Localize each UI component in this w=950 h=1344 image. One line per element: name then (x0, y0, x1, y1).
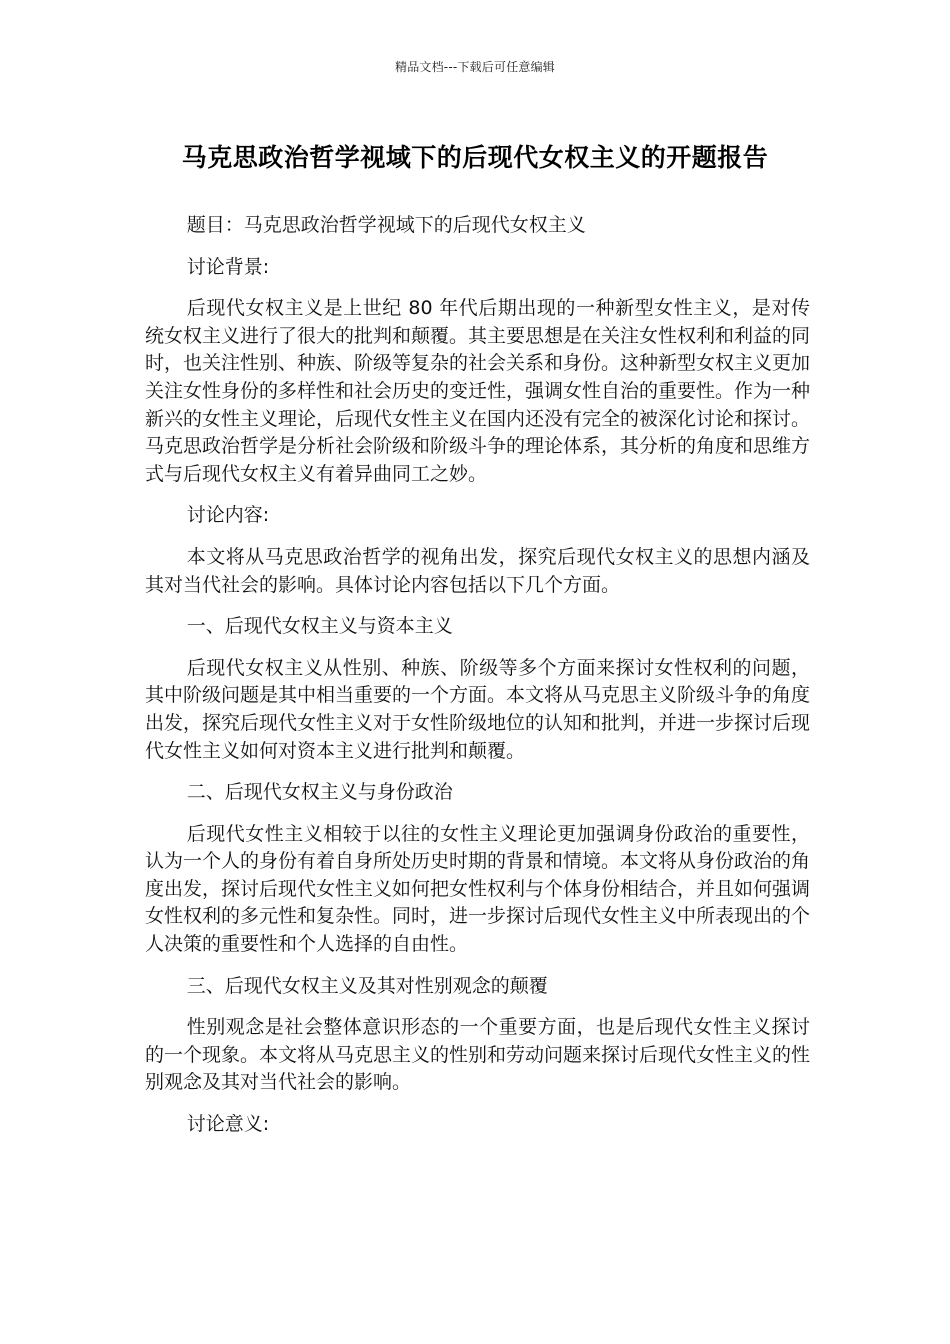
document-title: 马克思政治哲学视域下的后现代女权主义的开题报告 (181, 143, 769, 172)
document-body (145, 212, 810, 1153)
subheading-gender-concepts: 三、后现代女权主义及其对性别观念的颠覆 (186, 974, 548, 997)
paragraph-content-intro: 本文将从马克思政治哲学的视角出发，探究后现代女权主义的思想内涵及其对当代社会的影响。具体讨论内容包括以下几个方面。 (145, 545, 810, 596)
paragraph-identity-politics: 后现代女性主义相较于以往的女性主义理论更加强调身份政治的重要性，认为一个人的身份有着自身所处历史时期的背景和情境。本文将从身份政治的角度出发，探讨后现代女性主义如何把女性权利与个体身份相结合，并且如何强调女性权利的多元性和复杂性。同时，进一步探讨后现代女性主义中所表现出的个人决策的重要性和个人选择的自由性。 (145, 822, 811, 956)
header-note: 精品文档---下载后可任意编辑 (395, 60, 555, 74)
section-heading-content: 讨论内容: (186, 504, 270, 527)
paragraph-gender-concepts: 性别观念是社会整体意识形态的一个重要方面，也是后现代女性主义探讨的一个现象。本文将从马克思主义的性别和劳动问题来探讨后现代女性主义的性别观念及其对当代社会的影响。 (145, 1016, 811, 1094)
paragraph-capitalism: 后现代女权主义从性别、种族、阶级等多个方面来探讨女性权利的问题，其中阶级问题是其中相当重要的一个方面。本文将从马克思主义阶级斗争的角度出发，探究后现代女性主义对于女性阶级地位的认知和批判，并进一步探讨后现代女性主义如何对资本主义进行批判和颠覆。 (145, 656, 811, 762)
subheading-capitalism: 一、后现代女权主义与资本主义 (186, 615, 453, 638)
topic-line: 题目：马克思政治哲学视域下的后现代女权主义 (186, 214, 586, 236)
subheading-identity-politics: 二、后现代女权主义与身份政治 (186, 781, 453, 804)
section-heading-significance: 讨论意义: (186, 1113, 270, 1136)
section-heading-background: 讨论背景: (186, 255, 270, 278)
paragraph-background: 后现代女权主义是上世纪 80 年代后期出现的一种新型女性主义，是对传统女权主义进行了很大的批判和颠覆。其主要思想是在关注女性权利和利益的同时，也关注性别、种族、阶级等复杂的社会关系和身份。这种新型女权主义更加关注女性身份的多样性和社会历史的变迁性，强调女性自治的重要性。作为一种新兴的女性主义理论，后现代女性主义在国内还没有完全的被深化讨论和探讨。马克思政治哲学是分析社会阶级和阶级斗争的理论体系，其分析的角度和思维方式与后现代女权主义有着异曲同工之妙。 (145, 297, 811, 485)
